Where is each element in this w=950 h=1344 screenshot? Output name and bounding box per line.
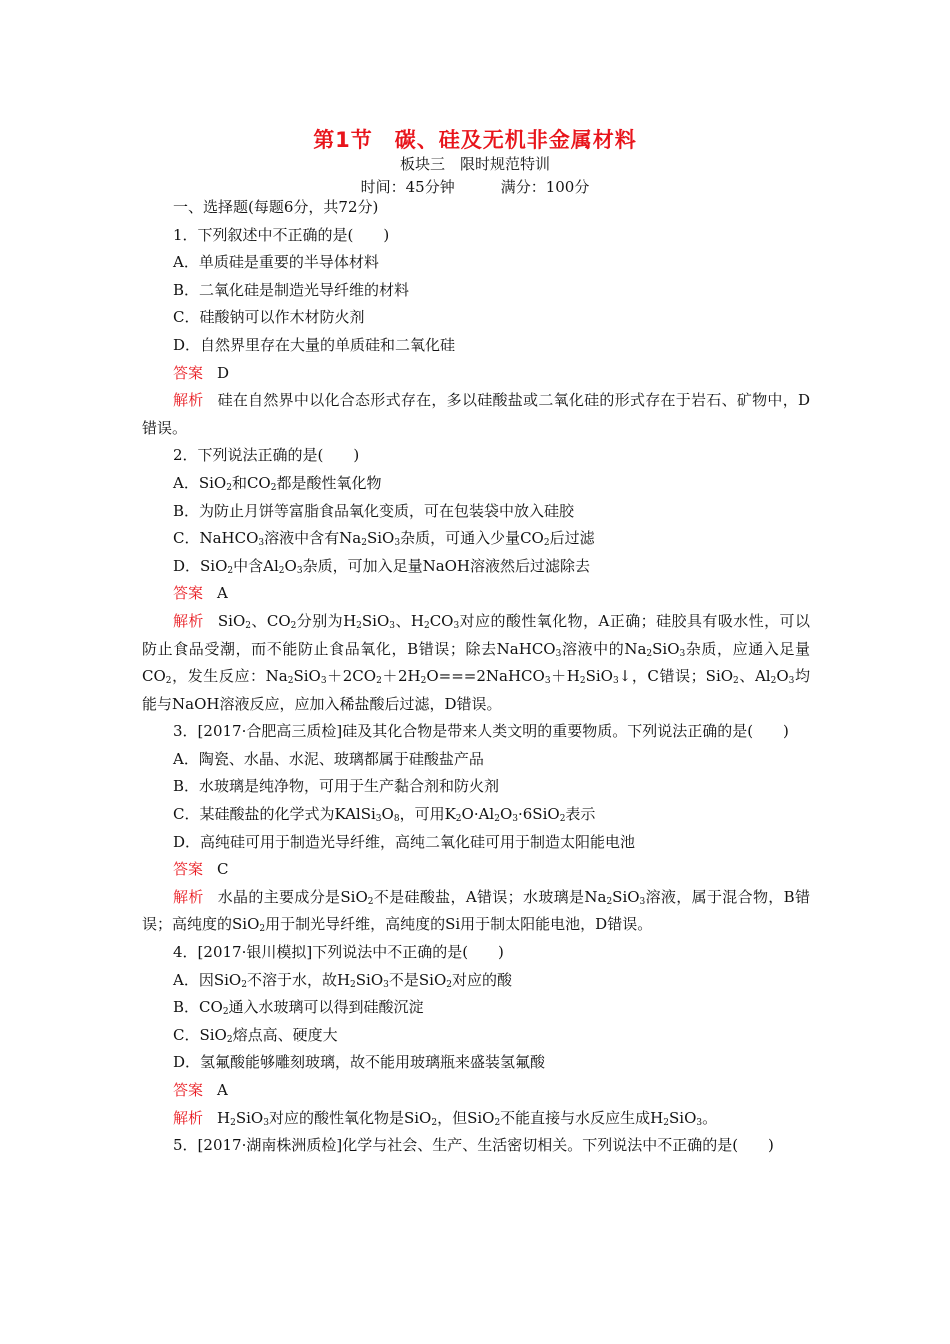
q4-answer-value: A	[217, 1081, 228, 1099]
subscript: 2	[494, 1117, 501, 1128]
subscript: 2	[446, 979, 452, 990]
subscript: 3	[555, 648, 562, 659]
section-heading: 一、选择题(每题6分，共72分)	[173, 198, 379, 216]
subscript: 2	[423, 620, 430, 631]
subscript: 3	[394, 538, 401, 549]
full-score: 满分：100分	[500, 178, 590, 196]
subscript: 3	[544, 676, 551, 687]
subscript: 2	[579, 676, 586, 687]
subscript: 3	[696, 1117, 703, 1128]
subscript: 3	[788, 676, 795, 687]
q5-stem: 5．[2017·湖南株洲质检]化学与社会、生产、生活密切相关。下列说法中不正确的是( )	[173, 1136, 774, 1155]
subscript: 2	[455, 814, 462, 825]
answer-label: 答案	[173, 860, 204, 879]
answer-label: 答案	[173, 584, 204, 603]
subscript: 2	[227, 565, 234, 576]
q3-option-c: C．某硅酸盐的化学式为$KAlSi_3O_8$，可用$K_2O\cdot Al_2O_3\cdot 6SiO_2$表示	[173, 805, 596, 825]
analysis-label: 解析	[173, 391, 204, 410]
q2-option-d: D．SiO$_2$中含$Al_2O_3$杂质，可加入足量NaOH溶液然后过滤除去	[173, 556, 591, 576]
q2-option-a: A．SiO$_2$和$CO_2$都是酸性氧化物	[173, 473, 382, 493]
analysis-label: 解析	[173, 1108, 204, 1127]
subscript: 2	[543, 538, 550, 549]
subscript: 3	[453, 620, 460, 631]
subscript: 2	[222, 1007, 229, 1018]
q3-analysis-text: 水晶的主要成分是SiO$_2$不是硅酸盐，A错误；水玻璃是$Na_2SiO_3$溶液，属于混合物，B错误；高纯度的SiO$_2$用于制光导纤维，高纯度的Si用于制太阳能电池，D错误。	[142, 887, 811, 935]
q4-option-c: C．SiO$_2$熔点高、硬度大	[173, 1025, 338, 1045]
subscript: 3	[639, 896, 646, 907]
subscript: 2	[230, 1117, 236, 1128]
subscript: 3	[383, 979, 389, 990]
q3-stem: 3．[2017·合肥高三质检]硅及其化合物是带来人类文明的重要物质。下列说法正确的是( )	[173, 722, 789, 741]
q3-answer	[142, 856, 810, 884]
page-title: 第1节 碳、硅及无机非金属材料	[313, 128, 637, 152]
q3-option-d: D．高纯硅可用于制造光导纤维，高纯二氧化硅可用于制造太阳能电池	[173, 832, 636, 851]
subscript: 3	[258, 538, 265, 549]
q4-option-d: D．氢氟酸能够雕刻玻璃，故不能用玻璃瓶来盛装氢氟酸	[173, 1053, 546, 1072]
q2-analysis-text: SiO$_2$、$CO_2$分别为$H_2SiO_3$、$H_2CO_3$对应的酸性氧化物，A正确；硅胶具有吸水性，可以防止食品受潮，而不能防止食品氧化，B错误；除去NaHCO$_3$溶液中的$Na_2SiO_3$杂质，应通入足量$CO_2$，发生反应：$Na_2SiO_3+2CO_2+2H_2O===2NaHCO_3+H_2SiO_3↓$，C错误；SiO$_2$、$Al_2O_3$均能与NaOH溶液反应，应加入稀盐酸后过滤，D错误。	[142, 611, 810, 713]
q2-option-b: B．为防止月饼等富脂食品氧化变质，可在包装袋中放入硅胶	[173, 501, 575, 520]
answer-label: 答案	[173, 1081, 204, 1099]
subscript: 3	[320, 676, 327, 687]
q3-option-a: A．陶瓷、水晶、水泥、玻璃都属于硅酸盐产品	[173, 749, 484, 768]
q3-analysis	[142, 884, 810, 939]
subscript: 3	[389, 620, 396, 631]
q1-answer	[142, 360, 810, 388]
q2-analysis	[142, 608, 810, 718]
subscript: 3	[375, 814, 382, 825]
q2-stem: 2．下列说法正确的是( )	[173, 446, 360, 465]
subscript: 2	[259, 924, 266, 935]
subscript: 3	[263, 1117, 269, 1128]
subscript: 2	[226, 1034, 233, 1045]
q2-answer	[142, 580, 810, 608]
analysis-label: 解析	[173, 887, 204, 906]
q1-option-d: D．自然界里存在大量的单质硅和二氧化硅	[173, 335, 456, 354]
q4-answer	[142, 1077, 810, 1105]
subscript: 2	[245, 620, 251, 631]
q3-option-b: B．水玻璃是纯净物，可用于生产黏合剂和防火剂	[173, 777, 500, 796]
subscript: 2	[663, 1117, 669, 1128]
subscript: 3	[612, 676, 619, 687]
subscript: 2	[287, 676, 294, 687]
q1-option-c: C．硅酸钠可以作木材防火剂	[173, 308, 365, 327]
subscript: 8	[393, 814, 400, 825]
q1-option-a: A．单质硅是重要的半导体材料	[173, 253, 379, 272]
exam-content	[142, 194, 810, 1160]
subscript: 2	[367, 896, 374, 907]
subscript: 2	[361, 538, 367, 549]
time-limit: 时间：45分钟	[360, 178, 455, 196]
subscript: 2	[226, 482, 232, 493]
answer-label: 答案	[173, 363, 204, 382]
q3-answer-value: C	[217, 860, 229, 879]
subscript: 2	[278, 565, 285, 576]
q4-stem: 4．[2017·银川模拟]下列说法中不正确的是( )	[173, 943, 504, 962]
subscript: 2	[376, 676, 382, 687]
subscript: 2	[606, 896, 613, 907]
subscript: 3	[296, 565, 303, 576]
subscript: 2	[494, 814, 500, 825]
subscript: 2	[431, 1117, 438, 1128]
subscript: 2	[559, 814, 566, 825]
subscript: 2	[290, 620, 297, 631]
subscript: 2	[733, 676, 739, 687]
q2-answer-value: A	[217, 584, 228, 603]
subscript: 2	[350, 979, 356, 990]
subscript: 2	[356, 620, 362, 631]
q4-analysis	[142, 1105, 810, 1133]
q1-option-b: B．二氧化硅是制造光导纤维的材料	[173, 280, 410, 299]
subscript: 2	[420, 676, 427, 687]
subscript: 2	[165, 676, 172, 687]
subscript: 2	[241, 979, 247, 990]
subscript: 2	[270, 482, 277, 493]
subscript: 2	[646, 648, 653, 659]
q1-analysis-text: 硅在自然界中以化合态形式存在，多以硅酸盐或二氧化硅的形式存在于岩石、矿物中，D错误。	[142, 391, 810, 437]
subscript: 3	[679, 648, 686, 659]
subscript: 2	[770, 676, 777, 687]
q4-option-b: B．$CO_2$通入水玻璃可以得到硅酸沉淀	[173, 998, 424, 1018]
q1-analysis	[142, 387, 810, 442]
q4-option-a: A．因SiO$_2$不溶于水，故$H_2SiO_3$不是SiO$_2$对应的酸	[173, 970, 513, 990]
q1-answer-value: D	[217, 363, 230, 382]
q2-option-c: C．NaHCO$_3$溶液中含有$Na_2SiO_3$杂质，可通入少量$CO_2$后过滤	[173, 529, 595, 549]
analysis-label: 解析	[173, 611, 204, 630]
q1-stem: 1．下列叙述中不正确的是( )	[173, 225, 390, 244]
subscript: 3	[512, 814, 518, 825]
page-subtitle: 板块三 限时规范特训	[399, 155, 550, 173]
q4-analysis-text: $H_2SiO_3$对应的酸性氧化物是SiO$_2$，但SiO$_2$不能直接与水反应生成$H_2SiO_3$。	[217, 1108, 718, 1128]
